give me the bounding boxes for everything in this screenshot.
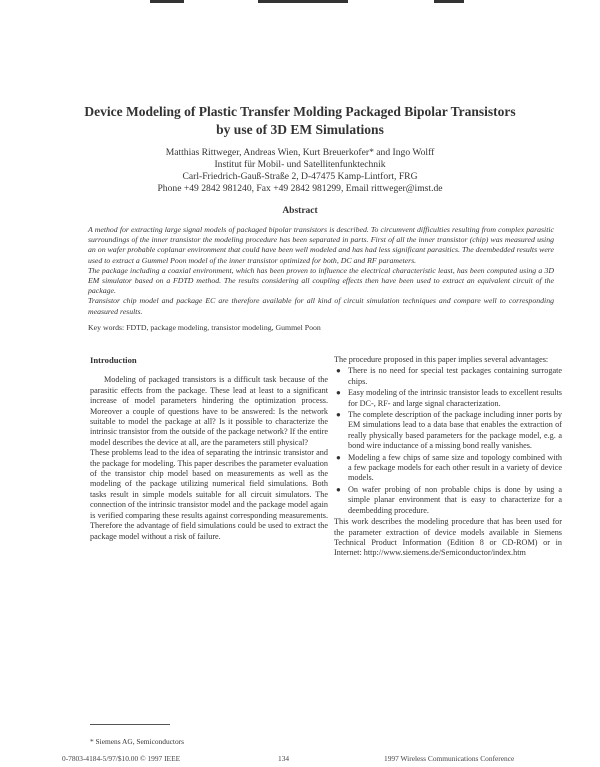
keywords: Key words: FDTD, package modeling, transistor modeling, Gummel Poon	[88, 323, 321, 332]
list-item: ● Easy modeling of the intrinsic transistor leads to excellent results for DC-, RF- and large signal characterization.	[336, 388, 562, 408]
author-block	[40, 147, 560, 195]
title-line-1: Device Modeling of Plastic Transfer Molding Packaged Bipolar Transistors	[84, 104, 516, 119]
advantages-list	[334, 366, 562, 516]
authors: Matthias Rittweger, Andreas Wien, Kurt Breuerkofer* and Ingo Wolff	[165, 147, 435, 158]
scan-mark	[150, 0, 184, 3]
contact: Phone +49 2842 981240, Fax +49 2842 981299, Email rittweger@imst.de	[157, 183, 443, 194]
footer-copyright: 0-7803-4184-5/97/$10.00 © 1997 IEEE	[62, 754, 181, 763]
abstract-heading: Abstract	[282, 206, 318, 216]
footer-conference: 1997 Wireless Communications Conference	[384, 754, 515, 763]
body-paragraph: Modeling of packaged transistors is a difficult task because of the parasitic effects from the package. These lead at least to a significant increase of model parameters hindering the optimization process. Moreover a couple of questions have to be answered: Is the network suitable to model the package at all? Is it possible to characterize the intrinsic transistor from the outside of the package network? If the entire model describes the device at all, are the parameters still physical?	[90, 375, 328, 447]
paper-title	[40, 103, 560, 139]
body-paragraph: These problems lead to the idea of separating the intrinsic transistor and the package for modeling. This paper describes the parameter evaluation of the transistor chip model based on measurements as well as the modeling of the package utilizing numerical field simulations. Both tasks result in simple models suitable for all circuit simulators. The connection of the intrinsic transistor model and the package model again is verified comparing these results against corresponding measurements. Therefore the advantage of field simulations could be used to extract the package model without a risk of failure.	[90, 448, 328, 541]
abstract-paragraph: A method for extracting large signal models of packaged bipolar transistors is described. To circumvent difficulties resulting from complex parasitic surroundings of the inner transistor the modeling procedure has been separated in parts. First of all the inner transistor (chip) was measured using an on wafer probable coplanar environment that could have been well modeled and has had less significant parasitics. The deembedded results were used to extract a Gummel Poon model of the inner transistor optimized for both, DC and RF parameters.	[88, 225, 554, 265]
list-item: ● Modeling a few chips of same size and topology combined with a few package models for each other result in a variety of device models.	[336, 452, 562, 483]
institute: Institut für Mobil- und Satellitenfunktechnik	[214, 159, 386, 170]
abstract-paragraph: Transistor chip model and package EC are therefore available for all kind of circuit simulation techniques and compare well to corresponding measured results.	[88, 296, 554, 316]
bullet-icon: ●	[336, 410, 341, 420]
right-column	[334, 355, 562, 559]
abstract	[88, 225, 554, 317]
page-number: 134	[278, 754, 290, 763]
scan-mark	[434, 0, 464, 3]
title-line-2: by use of 3D EM Simulations	[216, 122, 384, 137]
list-item: ● The complete description of the package including inner ports by EM simulations lead to a data base that enables the extraction of really physically based parameters for the package model, e.g. a bond wire inductance of a missing bond really vanishes.	[336, 410, 562, 451]
body-paragraph: The procedure proposed in this paper implies several advantages:	[334, 355, 549, 364]
bullet-icon: ●	[336, 388, 341, 398]
list-item: ● There is no need for special test packages containing surrogate chips.	[336, 366, 562, 386]
bullet-icon: ●	[336, 366, 341, 376]
footnote-divider	[90, 724, 170, 725]
section-heading: Introduction	[90, 355, 137, 365]
abstract-paragraph: The package including a coaxial environment, which has been proven to influence the electrical characteristic least, has been computed using a 3D EM simulator based on a FDTD method. The results considering all coupling effects then have been used to extract an equivalent circuit of the package.	[88, 265, 554, 296]
address: Carl-Friedrich-Gauß-Straße 2, D-47475 Kamp-Lintfort, FRG	[182, 171, 418, 182]
bullet-icon: ●	[336, 484, 341, 494]
scan-mark	[258, 0, 348, 3]
list-item: ● On wafer probing of non probable chips is done by using a simple planar environment that is easy to characterize for a deembedding procedure.	[336, 484, 562, 515]
footnote: * Siemens AG, Semiconductors	[90, 737, 185, 746]
bullet-icon: ●	[336, 452, 341, 462]
left-column	[90, 355, 328, 542]
body-paragraph: This work describes the modeling procedure that has been used for the parameter extraction of device models available in Siemens Technical Product Information (Edition 8 or CD-ROM) or in Internet: http://www.siemens.de/Semiconductor/index.htm	[334, 517, 562, 558]
